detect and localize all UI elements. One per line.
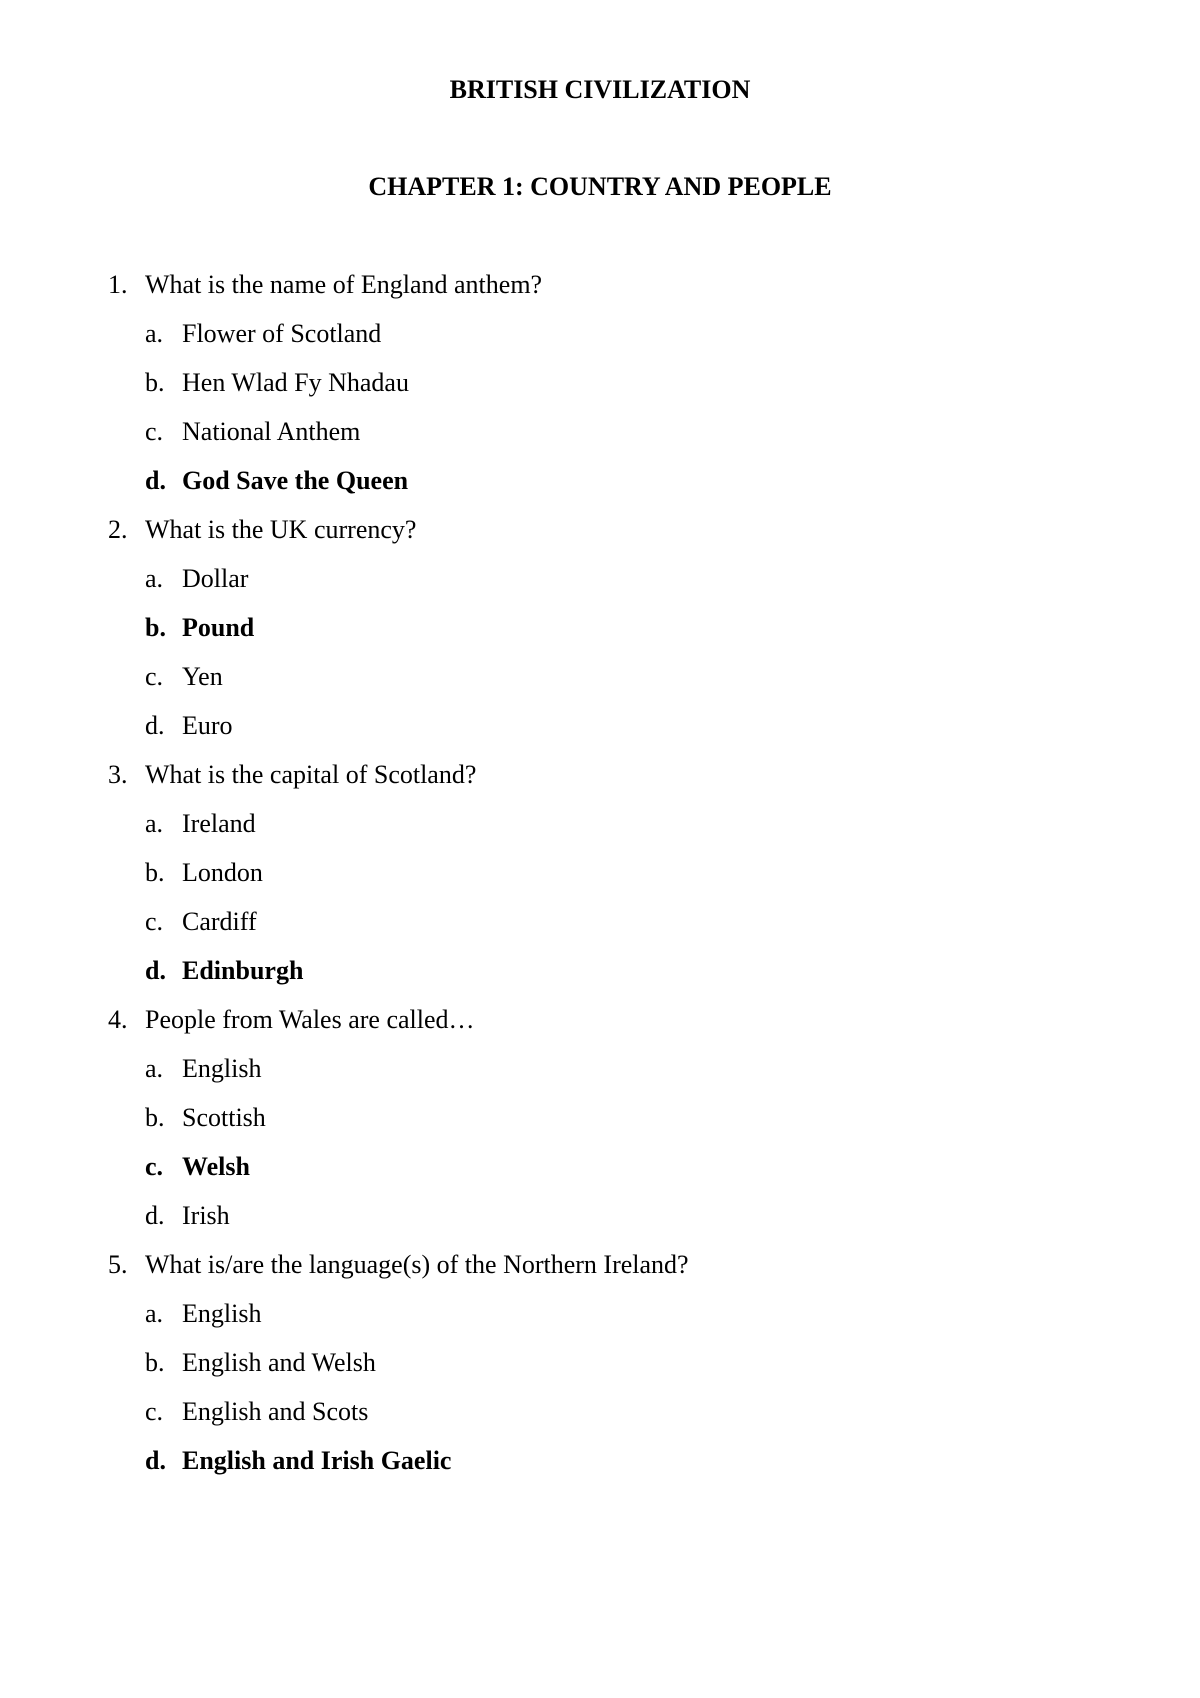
option-letter: a.: [145, 1299, 164, 1328]
answer-option: [0, 1054, 1200, 1103]
answer-option-correct: [0, 613, 1200, 662]
option-letter: a.: [145, 319, 164, 348]
answer-option: [0, 319, 1200, 368]
option-letter: d.: [145, 711, 165, 740]
option-letter: d.: [145, 956, 166, 985]
option-text: English and Irish Gaelic: [182, 1446, 452, 1475]
option-letter: b.: [145, 1348, 165, 1377]
question-2: [0, 515, 1200, 564]
option-text: Scottish: [182, 1103, 266, 1132]
option-text: English and Scots: [182, 1397, 369, 1426]
option-letter: b.: [145, 1103, 165, 1132]
option-letter: c.: [145, 662, 164, 691]
question-4: [0, 1005, 1200, 1054]
answer-option: [0, 662, 1200, 711]
question-text: What is/are the language(s) of the Northern Ireland?: [145, 1250, 689, 1279]
answer-option: [0, 1201, 1200, 1250]
answer-option-correct: [0, 466, 1200, 515]
question-3: [0, 760, 1200, 809]
answer-option: [0, 1397, 1200, 1446]
answer-option: [0, 858, 1200, 907]
answer-option-correct: [0, 956, 1200, 1005]
option-text: National Anthem: [182, 417, 361, 446]
question-text: What is the name of England anthem?: [145, 270, 543, 299]
answer-option: [0, 711, 1200, 760]
option-text: Edinburgh: [182, 956, 304, 985]
option-letter: a.: [145, 564, 164, 593]
option-letter: c.: [145, 417, 164, 446]
option-letter: b.: [145, 858, 165, 887]
option-text: Pound: [182, 613, 255, 642]
chapter-title: CHAPTER 1: COUNTRY AND PEOPLE: [368, 172, 832, 201]
option-letter: a.: [145, 1054, 164, 1083]
answer-option: [0, 907, 1200, 956]
option-text: Hen Wlad Fy Nhadau: [182, 368, 409, 397]
answer-option: [0, 368, 1200, 417]
question-5: [0, 1250, 1200, 1299]
answer-option: [0, 417, 1200, 466]
question-text: What is the capital of Scotland?: [145, 760, 477, 789]
answer-option-correct: [0, 1446, 1200, 1495]
option-text: God Save the Queen: [182, 466, 409, 495]
option-text: English: [182, 1054, 262, 1083]
answer-option: [0, 564, 1200, 613]
option-text: Cardiff: [182, 907, 257, 936]
question-number: 3.: [108, 760, 128, 789]
option-text: Euro: [182, 711, 233, 740]
answer-option: [0, 1348, 1200, 1397]
option-letter: c.: [145, 1397, 164, 1426]
answer-option-correct: [0, 1152, 1200, 1201]
option-text: English: [182, 1299, 262, 1328]
option-letter: c.: [145, 1152, 164, 1181]
option-text: Dollar: [182, 564, 249, 593]
option-text: Irish: [182, 1201, 230, 1230]
question-number: 2.: [108, 515, 128, 544]
question-text: What is the UK currency?: [145, 515, 417, 544]
answer-option: [0, 809, 1200, 858]
question-number: 1.: [108, 270, 128, 299]
option-letter: a.: [145, 809, 164, 838]
question-list: [0, 270, 1200, 1495]
question-text: People from Wales are called…: [145, 1005, 475, 1034]
question-number: 4.: [108, 1005, 128, 1034]
option-text: English and Welsh: [182, 1348, 376, 1377]
question-number: 5.: [108, 1250, 128, 1279]
option-letter: b.: [145, 368, 165, 397]
option-text: Ireland: [182, 809, 256, 838]
option-letter: d.: [145, 1446, 166, 1475]
answer-option: [0, 1103, 1200, 1152]
option-letter: c.: [145, 907, 164, 936]
option-letter: d.: [145, 466, 166, 495]
answer-option: [0, 1299, 1200, 1348]
option-text: Welsh: [182, 1152, 250, 1181]
option-letter: b.: [145, 613, 166, 642]
question-1: [0, 270, 1200, 319]
document-title: BRITISH CIVILIZATION: [449, 75, 751, 104]
option-text: Yen: [182, 662, 223, 691]
option-text: Flower of Scotland: [182, 319, 382, 348]
option-letter: d.: [145, 1201, 165, 1230]
option-text: London: [182, 858, 263, 887]
